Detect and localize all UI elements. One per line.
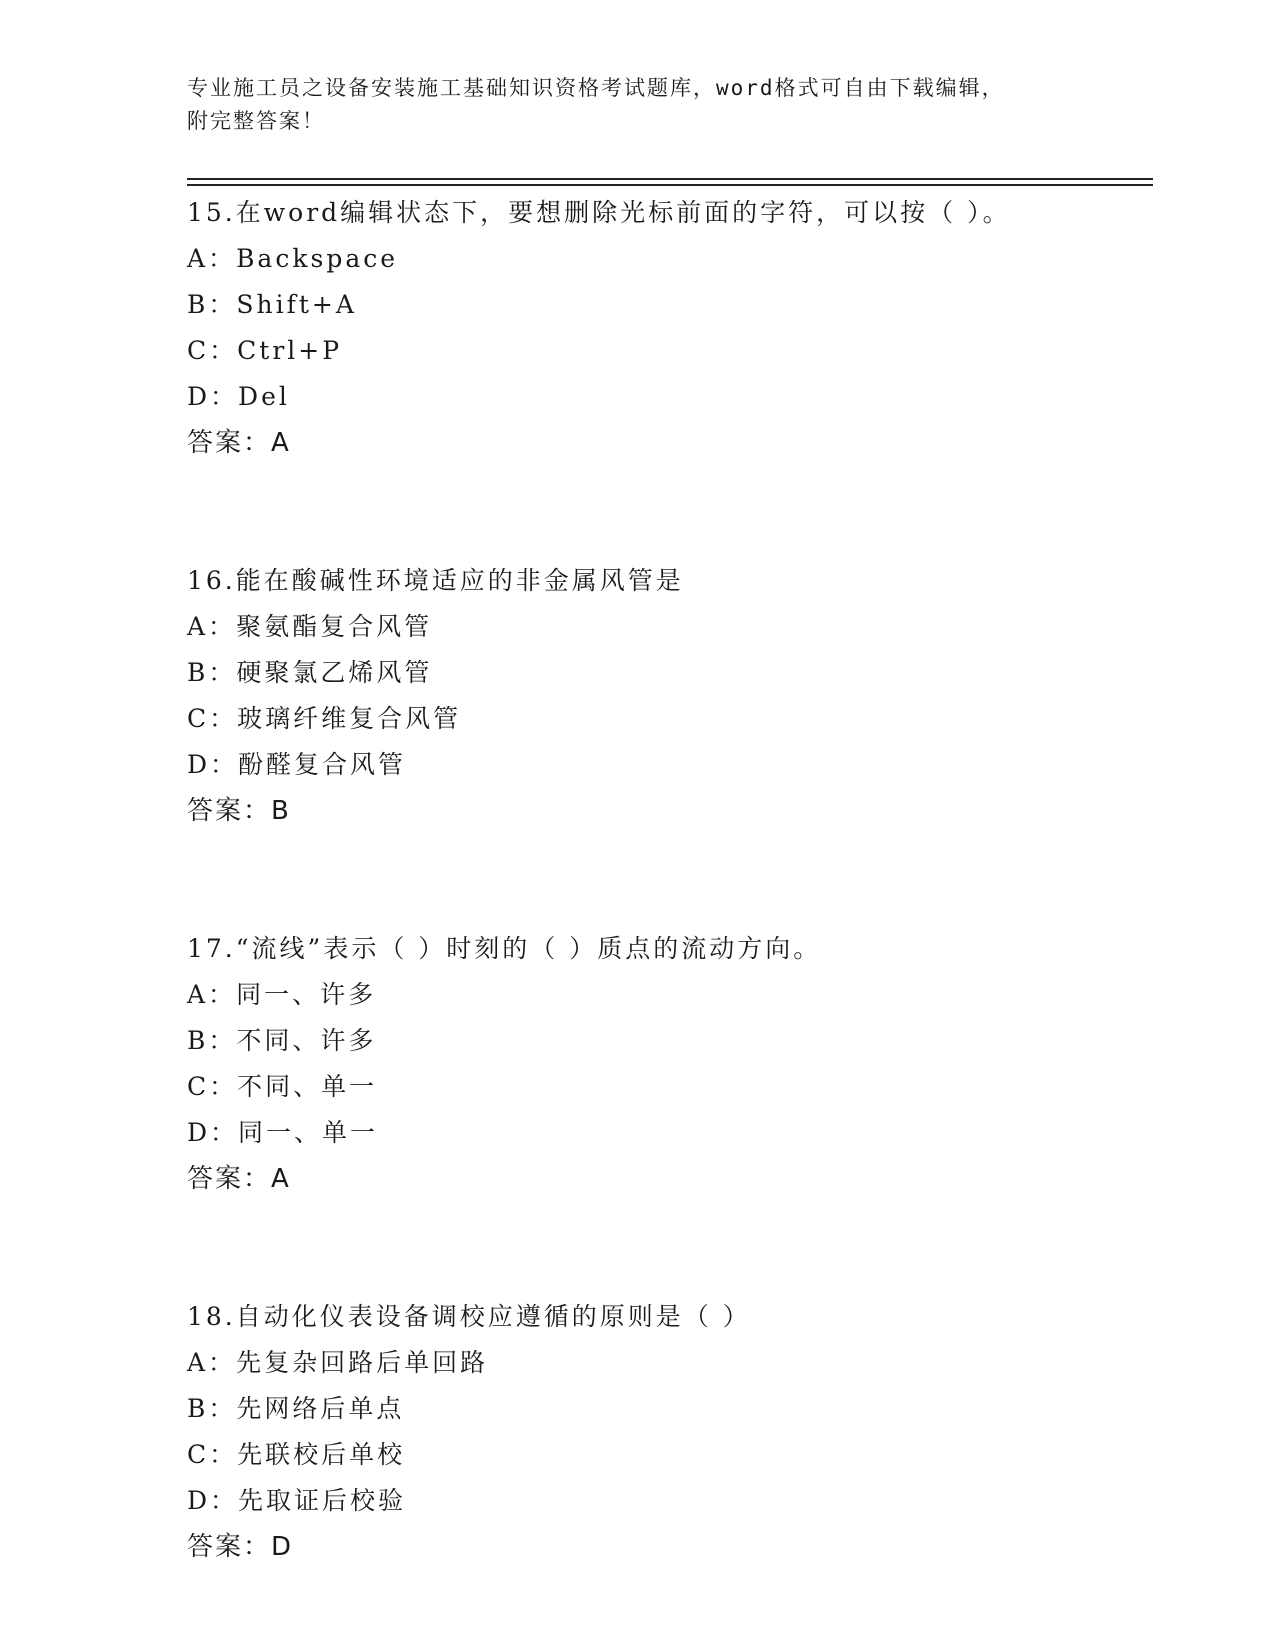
option-a <box>187 604 1153 650</box>
option-c <box>187 1432 1153 1478</box>
question-text: 18.自动化仪表设备调校应遵循的原则是（ ） <box>187 1302 751 1331</box>
option-value: Shift+A <box>236 290 357 319</box>
question-15 <box>187 190 1153 466</box>
option-value: 同一、单一 <box>238 1118 379 1147</box>
option-c <box>187 1064 1153 1110</box>
option-b <box>187 282 1153 328</box>
option-key: D： <box>187 1486 239 1515</box>
option-key: B： <box>187 1026 237 1055</box>
question-spacer <box>187 466 1153 558</box>
option-key: D： <box>187 382 239 411</box>
option-key: A： <box>187 244 237 273</box>
header-line-1: 专业施工员之设备安装施工基础知识资格考试题库，word格式可自由下载编辑， <box>187 76 1005 100</box>
header-divider-top <box>187 178 1153 180</box>
option-a <box>187 1340 1153 1386</box>
option-value: Backspace <box>236 244 399 273</box>
question-text: 15.在word编辑状态下，要想删除光标前面的字符，可以按（ ）。 <box>187 198 1011 227</box>
question-spacer <box>187 1202 1153 1294</box>
answer-line: 答案：A <box>187 1164 291 1194</box>
option-key: C： <box>187 704 238 733</box>
question-list <box>187 190 1153 1570</box>
option-a <box>187 236 1153 282</box>
option-value: 先联校后单校 <box>237 1440 406 1469</box>
option-key: D： <box>187 750 239 779</box>
option-value: Del <box>238 382 290 411</box>
question-text: 17.“流线”表示（ ）时刻的（ ）质点的流动方向。 <box>187 934 822 963</box>
question-17 <box>187 926 1153 1202</box>
option-a <box>187 972 1153 1018</box>
option-value: 不同、许多 <box>236 1026 377 1055</box>
option-d <box>187 742 1153 788</box>
option-value: Ctrl+P <box>237 336 343 365</box>
option-key: B： <box>187 658 237 687</box>
option-key: C： <box>187 1440 238 1469</box>
option-key: B： <box>187 1394 237 1423</box>
option-d <box>187 374 1153 420</box>
option-value: 同一、许多 <box>236 980 377 1009</box>
answer-line: 答案：D <box>187 1532 294 1562</box>
option-c <box>187 328 1153 374</box>
document-header <box>187 72 1067 138</box>
option-c <box>187 696 1153 742</box>
question-spacer <box>187 834 1153 926</box>
header-line-2: 附完整答案！ <box>187 109 325 133</box>
option-value: 先网络后单点 <box>236 1394 405 1423</box>
option-b <box>187 1018 1153 1064</box>
option-d <box>187 1110 1153 1156</box>
header-divider-bottom <box>187 184 1153 186</box>
option-key: B： <box>187 290 237 319</box>
option-value: 不同、单一 <box>237 1072 378 1101</box>
option-value: 先取证后校验 <box>238 1486 407 1515</box>
option-value: 先复杂回路后单回路 <box>236 1348 489 1377</box>
option-b <box>187 650 1153 696</box>
option-key: A： <box>187 612 237 641</box>
option-key: D： <box>187 1118 239 1147</box>
question-18 <box>187 1294 1153 1570</box>
option-key: A： <box>187 980 237 1009</box>
option-value: 聚氨酯复合风管 <box>236 612 433 641</box>
option-value: 硬聚氯乙烯风管 <box>236 658 433 687</box>
answer-line: 答案：B <box>187 796 291 826</box>
option-b <box>187 1386 1153 1432</box>
option-key: C： <box>187 1072 238 1101</box>
option-value: 酚醛复合风管 <box>238 750 407 779</box>
option-d <box>187 1478 1153 1524</box>
option-key: A： <box>187 1348 237 1377</box>
question-16 <box>187 558 1153 834</box>
option-value: 玻璃纤维复合风管 <box>237 704 462 733</box>
question-text: 16.能在酸碱性环境适应的非金属风管是 <box>187 566 684 595</box>
option-key: C： <box>187 336 238 365</box>
answer-line: 答案：A <box>187 428 291 458</box>
